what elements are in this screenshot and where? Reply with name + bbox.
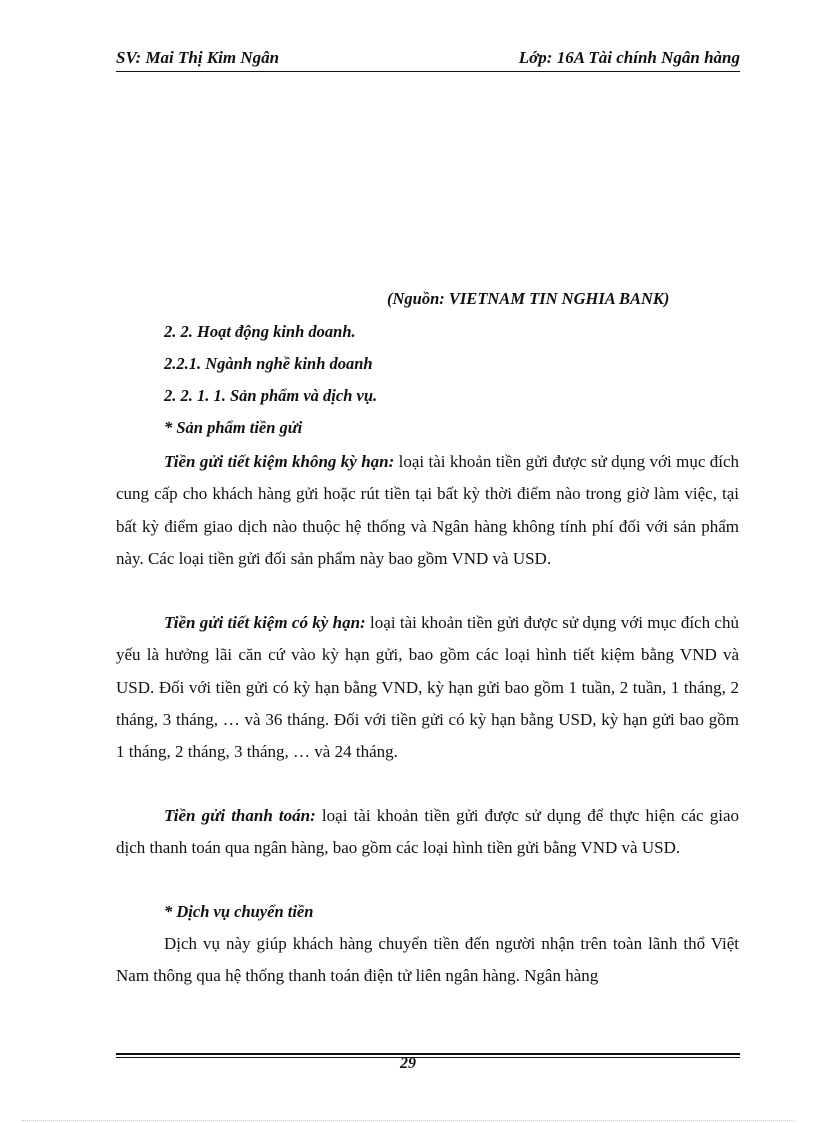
heading-money-transfer: * Dịch vụ chuyển tiền — [164, 902, 314, 921]
paragraph-lead: Tiền gửi thanh toán: — [164, 806, 316, 825]
paragraph-text: loại tài khoản tiền gửi được sử dụng để thực hiện các giao dịch thanh toán qua ngân hàng, bao gồm các loại hình tiền gửi bằng VND và USD. — [116, 806, 739, 858]
paragraph-money-transfer — [116, 928, 739, 993]
paragraph-lead: Tiền gửi tiết kiệm có kỳ hạn: — [164, 613, 366, 632]
paragraph-lead: Tiền gửi tiết kiệm không kỳ hạn: — [164, 452, 395, 471]
paragraph-demand-savings — [116, 446, 739, 575]
page-boundary — [22, 1120, 794, 1121]
source-note: (Nguồn: VIETNAM TIN NGHIA BANK) — [387, 289, 670, 308]
header-rule — [116, 71, 740, 72]
paragraph-text: loại tài khoản tiền gửi được sử dụng với mục đích chủ yếu là hưởng lãi căn cứ vào kỳ hạn gửi, bao gồm các loại hình tiết kiệm bằng VND và USD. Đối với tiền gửi có kỳ hạn bằng VND, kỳ hạn gửi bao gồm 1 tuần, 2 tuần, 1 tháng, 2 tháng, 3 tháng, … và 36 tháng. Đối với tiền gửi có kỳ hạn bằng USD, kỳ hạn gửi bao gồm 1 tháng, 2 tháng, 3 tháng, … và 24 tháng. — [116, 613, 739, 762]
paragraph-payment-deposit — [116, 800, 739, 865]
heading-products-services: 2. 2. 1. 1. Sản phẩm và dịch vụ. — [164, 386, 378, 405]
paragraph-text: Dịch vụ này giúp khách hàng chuyển tiền đến người nhận trên toàn lãnh thổ Việt Nam thông qua hệ thống thanh toán điện tử liên ngân hàng. Ngân hàng — [116, 934, 739, 986]
paragraph-term-savings — [116, 607, 739, 768]
page-number: 29 — [400, 1055, 416, 1072]
heading-business-lines: 2.2.1. Ngành nghề kinh doanh — [164, 354, 373, 373]
heading-deposit-products: * Sản phẩm tiền gửi — [164, 418, 303, 437]
page-header — [116, 48, 740, 72]
paragraph-text: loại tài khoản tiền gửi được sử dụng với mục đích cung cấp cho khách hàng gửi hoặc rút tiền tại bất kỳ thời điểm nào trong giờ làm việc, tại bất kỳ điểm giao dịch nào thuộc hệ thống và Ngân hàng không tính phí đối với sản phẩm này. Các loại tiền gửi đối sản phẩm này bao gồm VND và USD. — [116, 452, 739, 568]
heading-business-activities: 2. 2. Hoạt động kinh doanh. — [164, 322, 356, 341]
header-class-name: Lớp: 16A Tài chính Ngân hàng — [518, 48, 740, 67]
header-student-name: SV: Mai Thị Kim Ngân — [116, 48, 280, 67]
